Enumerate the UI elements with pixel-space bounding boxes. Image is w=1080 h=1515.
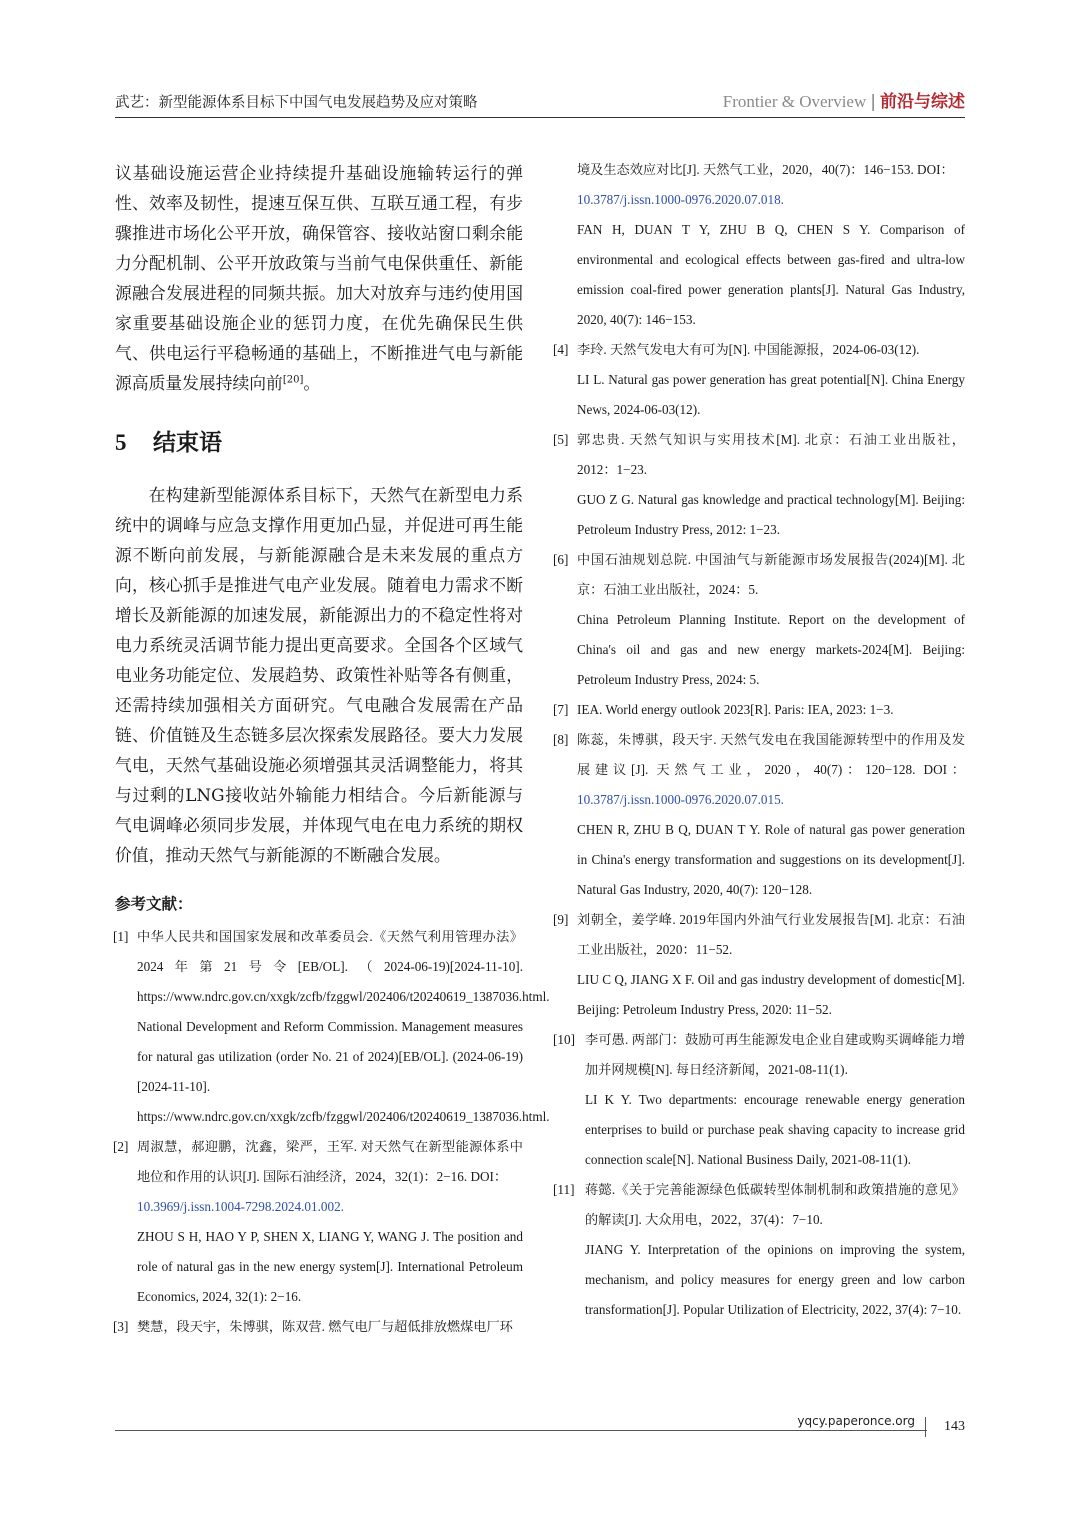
reference-number: [4]: [553, 342, 569, 357]
reference-cn: 中国石油规划总院. 中国油气与新能源市场发展报告(2024)[M]. 北京：石油工业出版社，2024：5.: [577, 552, 965, 597]
reference-item-11: [555, 1175, 965, 1325]
reference-cn: 李可愚. 两部门：鼓励可再生能源发电企业自建或购买调峰能力增加并网规模[N]. 每日经济新闻，2021-08-11(1).: [585, 1032, 965, 1077]
section-heading: [115, 424, 523, 454]
reference-item-8: [555, 725, 965, 905]
reference-cn: [577, 155, 965, 215]
reference-item-2: [115, 1132, 523, 1312]
reference-cn-text: 境及生态效应对比[J]. 天然气工业，2020，40(7)：146−153. DOI：: [577, 162, 954, 177]
reference-cn: 中华人民共和国国家发展和改革委员会.《天然气利用管理办法》2024年第21号令[EB/OL].（2024-06-19)[2024-11-10]. https://www.ndrc.gov.cn/xxgk/zcfb/fzggwl/202406/t20240619_1387036.html.: [137, 929, 550, 1004]
reference-cn: 李玲. 天然气发电大有可为[N]. 中国能源报，2024-06-03(12).: [577, 342, 920, 357]
running-header: [115, 86, 965, 118]
reference-en: FAN H, DUAN T Y, ZHU B Q, CHEN S Y. Comparison of environmental and ecological effects between gas-fired and ultra-low emission coal-fired power generation plants[J]. Natural Gas Industry, 2020, 40(7): 146−153.: [577, 222, 965, 327]
section-title: 结束语: [153, 430, 222, 456]
reference-item-3-continued: [555, 155, 965, 335]
reference-cn: 刘朝全，姜学峰. 2019年国内外油气行业发展报告[M]. 北京：石油工业出版社，2020：11−52.: [577, 912, 965, 957]
reference-item-3: [115, 1312, 523, 1342]
header-section-label: [723, 87, 965, 112]
reference-en: ZHOU S H, HAO Y P, SHEN X, LIANG Y, WANG J. The position and role of natural gas in the new energy system[J]. International Petroleum Economics, 2024, 32(1): 2−16.: [137, 1229, 523, 1304]
reference-en: LI K Y. Two departments: encourage renewable energy generation enterprises to build or purchase peak shaving capacity to increase grid connection scale[N]. National Business Daily, 2021-08-11(1).: [585, 1092, 965, 1167]
reference-item-1: [113, 922, 550, 1132]
reference-cn: [577, 725, 965, 815]
references-list-left: [113, 922, 550, 1342]
reference-en: CHEN R, ZHU B Q, DUAN T Y. Role of natural gas power generation in China's energy transformation and suggestions on its development[J]. Natural Gas Industry, 2020, 40(7): 120−128.: [577, 822, 965, 897]
page-number: 143: [925, 1417, 965, 1437]
reference-number: [2]: [113, 1139, 129, 1154]
reference-number: [11]: [553, 1182, 575, 1197]
reference-number: [6]: [553, 552, 569, 567]
reference-en: LIU C Q, JIANG X F. Oil and gas industry development of domestic[M]. Beijing: Petroleum Industry Press, 2020: 11−52.: [577, 972, 965, 1017]
intro-paragraph-end: 。: [303, 373, 321, 393]
reference-number: [8]: [553, 732, 569, 747]
reference-number: [5]: [553, 432, 569, 447]
reference-cn: 樊慧，段天宇，朱博骐，陈双营. 燃气电厂与超低排放燃煤电厂环: [137, 1319, 513, 1334]
reference-item-6: [555, 545, 965, 695]
footer-rule: [115, 1430, 927, 1431]
doi-link[interactable]: 10.3787/j.issn.1000-0976.2020.07.018.: [577, 192, 784, 207]
reference-en: LI L. Natural gas power generation has great potential[N]. China Energy News, 2024-06-03(12).: [577, 372, 965, 417]
reference-en: China Petroleum Planning Institute. Report on the development of China's oil and gas and new energy markets-2024[M]. Beijing: Petroleum Industry Press, 2024: 5.: [577, 612, 965, 687]
reference-cn: 郭忠贵. 天然气知识与实用技术[M]. 北京：石油工业出版社，2012：1−23.: [577, 432, 965, 477]
reference-item-10: [555, 1025, 965, 1175]
reference-number: [10]: [553, 1032, 575, 1047]
citation-20[interactable]: [20]: [282, 374, 304, 386]
reference-number: [3]: [113, 1319, 129, 1334]
header-section-en: Frontier & Overview: [722, 92, 867, 111]
reference-item-5: [555, 425, 965, 545]
right-column: [555, 155, 965, 1325]
left-column: [113, 158, 550, 1342]
doi-link[interactable]: 10.3969/j.issn.1004-7298.2024.01.002.: [137, 1199, 344, 1214]
reference-cn: [137, 1132, 523, 1222]
footer-website[interactable]: yqcy.paperonce.org: [797, 1414, 915, 1428]
section-number: 5: [115, 430, 127, 455]
running-footer: [115, 1412, 965, 1434]
header-section-cn: 前沿与综述: [880, 92, 965, 112]
reference-cn: IEA. World energy outlook 2023[R]. Paris: IEA, 2023: 1−3.: [577, 702, 894, 717]
reference-en: National Development and Reform Commission. Management measures for natural gas utilization (order No. 21 of 2024)[EB/OL]. (2024-06-19)[2024-11-10]. https://www.ndrc.gov.cn/xxgk/zcfb/fzggwl/202406/t20240619_1387036.html.: [137, 1019, 550, 1124]
reference-number: [7]: [553, 702, 569, 717]
reference-number: [1]: [113, 929, 129, 944]
doi-link[interactable]: 10.3787/j.issn.1000-0976.2020.07.015.: [577, 792, 784, 807]
reference-number: [9]: [553, 912, 569, 927]
reference-cn: 蒋懿.《关于完善能源绿色低碳转型体制机制和政策措施的意见》的解读[J]. 大众用电，2022，37(4)：7−10.: [585, 1182, 965, 1227]
intro-paragraph: [115, 158, 523, 398]
header-separator: |: [870, 92, 876, 112]
intro-paragraph-block: [115, 158, 523, 398]
references-heading: 参考文献：: [115, 895, 193, 913]
reference-en: JIANG Y. Interpretation of the opinions on improving the system, mechanism, and policy measures for energy green and low carbon transformation[J]. Popular Utilization of Electricity, 2022, 37(4): 7−10.: [585, 1242, 965, 1317]
conclusion-paragraph: 在构建新型能源体系目标下，天然气在新型电力系统中的调峰与应急支撑作用更加凸显，并促进可再生能源不断向前发展，与新能源融合是未来发展的重点方向，核心抓手是推进气电产业发展。随着电力需求不断增长及新能源的加速发展，新能源出力的不稳定性将对电力系统灵活调节能力提出更高要求。全国各个区域气电业务功能定位、发展趋势、政策性补贴等各有侧重，还需持续加强相关方面研究。气电融合发展需在产品链、价值链及生态链多层次探索发展路径。要大力发展气电，天然气基础设施必须增强其灵活调整能力，将其与过剩的LNG接收站外输能力相结合。今后新能源与气电调峰必须同步发展，并体现气电在电力系统的期权价值，推动天然气与新能源的不断融合发展。: [115, 485, 523, 865]
reference-cn-text: 周淑慧，郝迎鹏，沈鑫，梁严，王军. 对天然气在新型能源体系中地位和作用的认识[J]. 国际石油经济，2024，32(1)：2−16. DOI：: [137, 1139, 523, 1184]
reference-en: GUO Z G. Natural gas knowledge and practical technology[M]. Beijing: Petroleum Industry Press, 2012: 1−23.: [577, 492, 965, 537]
reference-item-7: [555, 695, 965, 725]
reference-item-4: [555, 335, 965, 425]
intro-paragraph-text: 议基础设施运营企业持续提升基础设施输转运行的弹性、效率及韧性，提速互保互供、互联互通工程，有步骤推进市场化公平开放，确保管容、接收站窗口剩余能力分配机制、公平开放政策与当前气电保供重任、新能源融合发展进程的同频共振。加大对放弃与违约使用国家重要基础设施企业的惩罚力度，在优先确保民生供气、供电运行平稳畅通的基础上，不断推进气电与新能源高质量发展持续向前: [115, 163, 523, 393]
header-article-title: 武艺：新型能源体系目标下中国气电发展趋势及应对策略: [115, 95, 478, 111]
reference-cn-text: 陈蕊，朱博骐，段天宇. 天然气发电在我国能源转型中的作用及发展建议[J]. 天然气工业，2020，40(7)：120−128. DOI：: [577, 732, 965, 777]
conclusion-block: [115, 480, 523, 870]
reference-item-9: [555, 905, 965, 1025]
